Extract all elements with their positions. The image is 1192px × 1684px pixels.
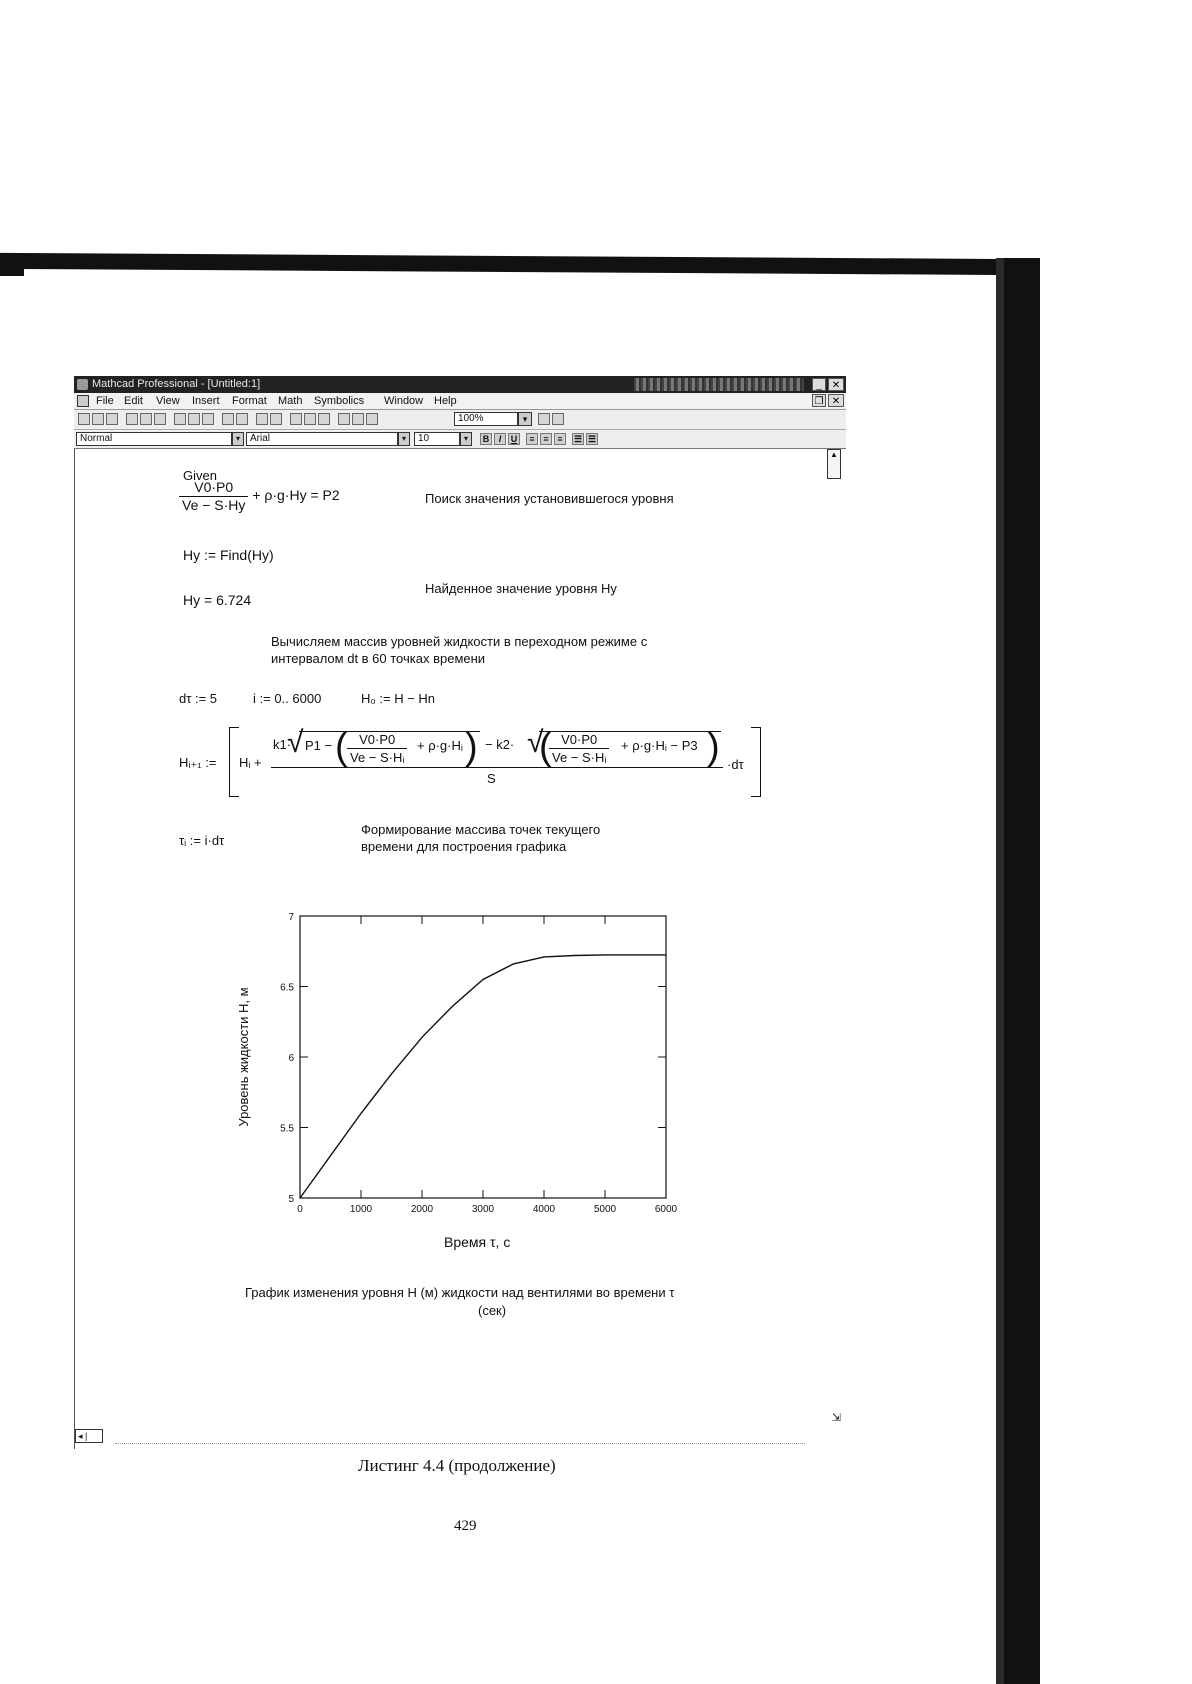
given-keyword[interactable]: Given [183,468,217,483]
y-tick-label: 6.5 [280,982,294,994]
x-tick-label: 5000 [593,1204,617,1215]
align-icon[interactable] [256,413,268,425]
menu-bar [74,393,846,410]
cut-icon[interactable] [174,413,186,425]
tau-definition[interactable]: τᵢ := i·dτ [179,833,225,848]
font-size-select[interactable]: 10 [414,432,460,446]
menu-window[interactable]: Window [384,395,424,407]
mult-dt: ·dτ [727,757,744,772]
main-denominator: S [487,771,496,786]
left-bracket [229,727,239,797]
x-tick-label: 3000 [471,1204,495,1215]
undo-icon[interactable] [222,413,234,425]
title-bar [74,376,846,393]
window-title: Mathcad Professional - [Untitled:1] [92,378,261,390]
book-edge-top [0,253,1022,275]
align-center-icon[interactable]: ≡ [540,433,552,445]
y-tick-label: 7 [288,912,294,923]
result-note[interactable]: Найденное значение уровня Hy [425,581,617,596]
math-toolbar-icon[interactable] [366,413,378,425]
numbering-icon[interactable]: ☰ [587,434,597,444]
sqrt-term2: √ ( $\frac{V0\cdot P0}{\text{Ve − S·Hᵢ}}$ + ρ·g·Hᵢ − P3 ) [539,731,721,766]
chart-caption-line2: (сек) [478,1303,507,1318]
y-tick-label: 6 [288,1053,294,1064]
doc-restore-icon[interactable]: ❐ [812,394,826,407]
doc-close-icon[interactable]: ✕ [828,394,844,407]
tau-note-line2[interactable]: времени для построения графика [361,839,567,854]
x-tick-label: 1000 [349,1204,373,1215]
style-dropdown-icon[interactable]: ▾ [232,432,244,446]
menu-math[interactable]: Math [278,395,303,407]
style-select[interactable]: Normal [76,432,232,446]
align-right-icon[interactable]: ≡ [554,433,566,445]
find-statement[interactable]: Hy := Find(Hy) [183,547,274,563]
font-dropdown-icon[interactable]: ▾ [398,432,410,446]
horizontal-scroll-left-icon[interactable]: ◂ | [75,1429,103,1443]
title-toolbar-icons [634,378,804,391]
book-edge-right [1004,258,1040,1684]
underline-icon[interactable]: U [508,433,520,445]
zoom-select[interactable]: 100% [454,412,518,426]
resource-center-icon[interactable] [538,413,550,425]
bullets-icon[interactable]: ☰ [573,434,583,444]
menu-view[interactable]: View [156,395,180,407]
y-tick-label: 5 [288,1194,294,1205]
main-numerator: k1· √ P1 − ( $\frac{V0\cdot P0}{\text{Ve − S·Hᵢ}}$ + ρ·g·Hᵢ ) − k2· √ ( $\frac{V0\cdot P0}{\text{Ve − S·Hᵢ}}$ + ρ·g·Hᵢ − P3 ) [271,731,723,767]
calculate-icon[interactable] [318,413,330,425]
print-preview-icon[interactable] [140,413,152,425]
align-down-icon[interactable] [270,413,282,425]
zoom-dropdown-icon[interactable]: ▾ [518,412,532,426]
mathcad-app-icon [77,379,88,390]
copy-icon[interactable] [188,413,200,425]
equation-balance[interactable] [179,479,340,514]
menu-edit[interactable]: Edit [124,395,143,407]
main-fraction-bar [271,767,723,768]
page-break-line [115,1443,805,1444]
result-value[interactable]: Hy = 6.724 [183,592,252,608]
close-icon[interactable]: ✕ [828,378,844,391]
redo-icon[interactable] [236,413,248,425]
loop-note-line1[interactable]: Вычисляем массив уровней жидкости в переходном режиме с [271,634,648,649]
plot-area [236,912,678,1215]
help-icon[interactable] [552,413,564,425]
menu-symbolics[interactable]: Symbolics [314,395,365,407]
print-icon[interactable] [126,413,138,425]
spell-check-icon[interactable] [154,413,166,425]
minimize-icon[interactable]: _ [812,378,826,391]
x-tick-label: 0 [297,1204,303,1215]
formatting-toolbar [74,430,846,449]
insert-unit-icon[interactable] [304,413,316,425]
h0-definition[interactable]: H₀ := H − Hn [361,691,436,706]
open-icon[interactable] [92,413,104,425]
listing-caption: Листинг 4.4 (продолжение) [358,1456,556,1475]
font-size-dropdown-icon[interactable]: ▾ [460,432,472,446]
page-number: 429 [454,1518,477,1534]
save-icon[interactable] [106,413,118,425]
main-fraction [271,727,823,797]
y-axis-label: Уровень жидкости H, м [236,987,251,1127]
plot-frame [300,916,666,1198]
dt-definition[interactable]: dτ := 5 [179,691,218,706]
menu-help[interactable]: Help [434,395,457,407]
right-bracket [751,727,761,797]
range-definition[interactable]: i := 0.. 6000 [253,691,322,706]
menu-file[interactable]: File [96,395,114,407]
x-axis-label: Время τ, с [444,1234,511,1250]
align-left-icon[interactable]: ≡ [526,433,538,445]
book-edge-top-tail [0,262,24,276]
formula-hi: Hᵢ + [239,755,262,770]
eq1-fraction: $\frac{V0\cdot P0}{Ve - S\cdot Hy}$ [179,479,248,514]
x-tick-label: 4000 [532,1204,556,1215]
level-chart[interactable] [210,906,680,1248]
paste-icon[interactable] [202,413,214,425]
x-tick-label: 6000 [654,1204,678,1215]
menu-format[interactable]: Format [232,395,267,407]
italic-icon[interactable]: I [494,433,506,445]
series-line-H [300,955,666,1198]
new-icon[interactable] [78,413,90,425]
sqrt-term1: √ P1 − ( $\frac{V0\cdot P0}{\text{Ve − S·Hᵢ}}$ + ρ·g·Hᵢ ) [299,731,480,766]
chart-caption-line1: График изменения уровня Н (м) жидкости над вентилями во времени τ [245,1285,675,1300]
menu-insert[interactable]: Insert [192,395,220,407]
insert-function-icon[interactable] [290,413,302,425]
component-icon[interactable] [338,413,350,425]
iteration-formula[interactable] [179,727,819,799]
formula-lhs: Hᵢ₊₁ := [179,755,217,770]
eq1-note[interactable]: Поиск значения установившегося уровня [425,491,674,506]
loop-note-line2[interactable]: интервалом dt в 60 точках времени [271,651,486,666]
bold-icon[interactable]: B [480,433,492,445]
y-tick-label: 5.5 [280,1123,294,1135]
resource-icon[interactable] [352,413,364,425]
document-icon[interactable] [77,395,89,407]
tau-note-line1[interactable]: Формирование массива точек текущего [361,822,601,837]
eq1-rest: + ρ·g·Hy = P2 [252,487,340,504]
x-tick-label: 2000 [410,1204,434,1215]
standard-toolbar [74,410,846,430]
font-select[interactable]: Arial [246,432,398,446]
resize-grip-icon[interactable]: ⇲ [831,1412,841,1424]
vertical-scroll-up-icon[interactable]: ▲ [827,449,841,479]
